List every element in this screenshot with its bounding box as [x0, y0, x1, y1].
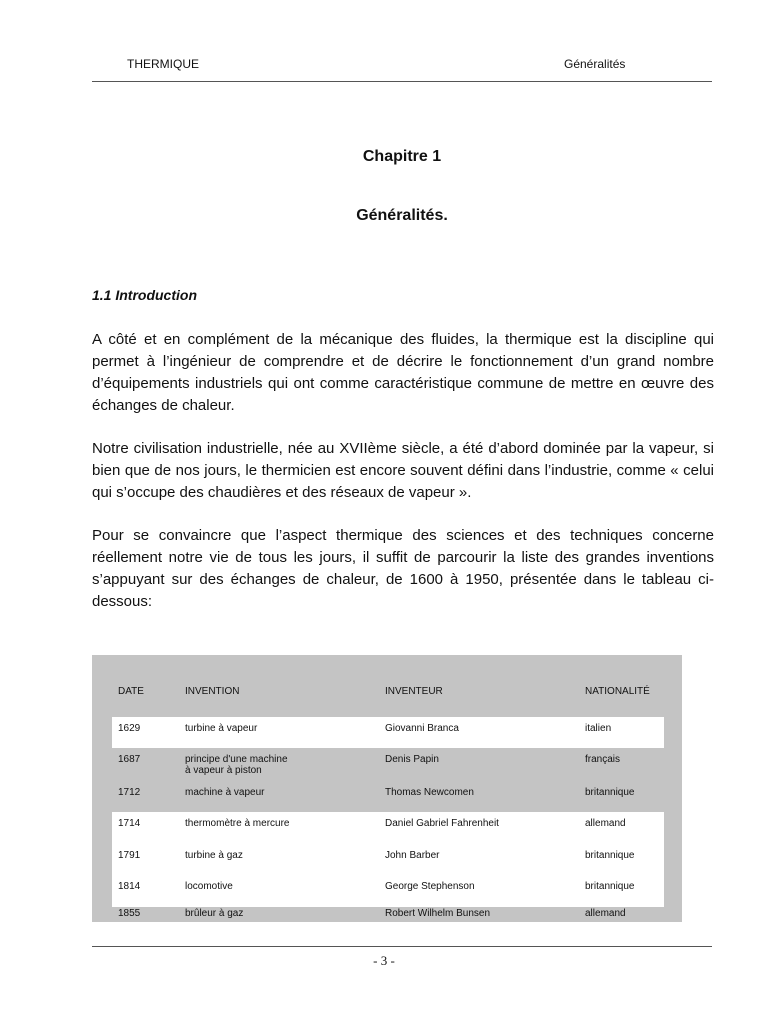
section-title: 1.1 Introduction — [92, 287, 197, 303]
cell-date: 1855 — [118, 908, 141, 919]
cell-inventor: Denis Papin — [385, 754, 439, 765]
cell-invention: turbine à vapeur — [185, 723, 258, 734]
cell-inventor: George Stephenson — [385, 881, 475, 892]
cell-invention: brûleur à gaz — [185, 908, 244, 919]
table-row — [112, 748, 664, 779]
cell-invention: thermomètre à mercure — [185, 818, 290, 829]
cell-date: 1791 — [118, 850, 141, 861]
paragraph-3: Pour se convaincre que l’aspect thermique des sciences et des techniques concerne réellement notre vie de tous les jours, il suffit de parcourir la liste des grandes inventions s’appuyant sur des échanges de chaleur, de 1600 à 1950, présentée dans le tableau ci-dessous: — [92, 527, 714, 610]
cell-date: 1814 — [118, 881, 141, 892]
header-date: DATE — [118, 686, 144, 697]
cell-inventor: Giovanni Branca — [385, 723, 459, 734]
cell-nationality: français — [585, 754, 621, 765]
cell-nationality: italien — [585, 723, 612, 734]
cell-inventor: John Barber — [385, 850, 440, 861]
cell-inventor: Thomas Newcomen — [385, 787, 474, 798]
cell-nationality: allemand — [585, 908, 626, 919]
cell-date: 1714 — [118, 818, 141, 829]
cell-nationality: britannique — [585, 881, 635, 892]
cell-nationality: britannique — [585, 850, 635, 861]
page-header-right: Généralités — [564, 57, 626, 71]
chapter-title: Généralités. — [356, 207, 448, 224]
table-header-row — [112, 655, 664, 715]
cell-invention: principe d'une machine à vapeur à piston — [185, 754, 288, 776]
cell-date: 1629 — [118, 723, 141, 734]
cell-nationality: allemand — [585, 818, 626, 829]
page-number: - 3 - — [373, 953, 395, 968]
cell-inventor: Robert Wilhelm Bunsen — [385, 908, 491, 919]
cell-invention: locomotive — [185, 881, 233, 892]
header-nationality: NATIONALITÉ — [585, 686, 650, 697]
cell-date: 1712 — [118, 787, 141, 798]
table-row — [112, 844, 664, 875]
cell-invention: turbine à gaz — [185, 850, 243, 861]
cell-invention: machine à vapeur — [185, 787, 265, 798]
cell-inventor: Daniel Gabriel Fahrenheit — [385, 818, 499, 829]
table-row — [112, 907, 664, 922]
inventions-table — [92, 655, 682, 922]
table-row — [112, 717, 664, 748]
chapter-number: Chapitre 1 — [362, 148, 442, 165]
header-rule — [92, 81, 712, 82]
paragraph-1: A côté et en complément de la mécanique des fluides, la thermique est la discipline qui permet à l’ingénieur de comprendre et de décrire le fonctionnement d’un grand nombre d’équipements industriels qui ont comme caractéristique commune de mettre en œuvre des échanges de chaleur. — [92, 331, 714, 414]
table-row — [112, 875, 664, 906]
table-row — [112, 781, 664, 812]
header-inventor: INVENTEUR — [385, 686, 443, 697]
page-header-left: THERMIQUE — [127, 57, 199, 71]
footer-rule — [92, 946, 712, 947]
paragraph-2: Notre civilisation industrielle, née au XVIIème siècle, a été d’abord dominée par la vapeur, si bien que de nos jours, le thermicien est encore souvent défini dans l’industrie, comme « celui qui s’occupe des chaudières et des réseaux de vapeur ». — [92, 440, 714, 501]
cell-date: 1687 — [118, 754, 141, 765]
cell-nationality: britannique — [585, 787, 635, 798]
header-invention: INVENTION — [185, 686, 240, 697]
